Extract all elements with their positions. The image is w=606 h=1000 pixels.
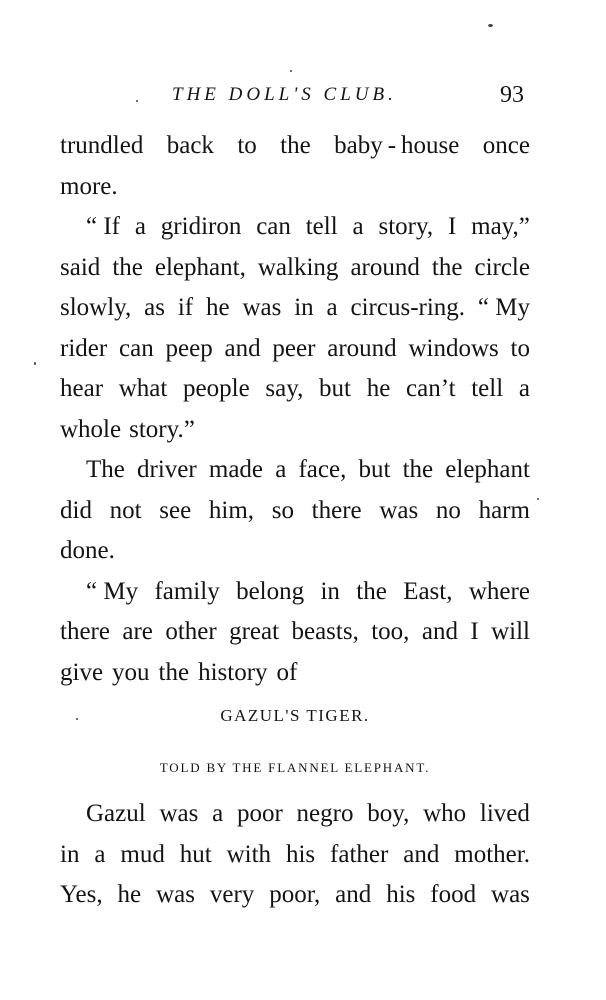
word: more. xyxy=(60,172,118,200)
text-line xyxy=(60,369,530,410)
running-title: THE DOLL'S CLUB. xyxy=(172,84,397,105)
word: the xyxy=(431,253,463,281)
text-line xyxy=(60,653,530,694)
word: other xyxy=(165,618,217,645)
paper-speck xyxy=(537,498,539,500)
word: was xyxy=(379,496,419,524)
word: to xyxy=(237,132,257,159)
story-title: GAZUL'S TIGER. xyxy=(220,706,370,725)
word: Yes, xyxy=(60,881,103,908)
word: see xyxy=(159,496,192,524)
text-line xyxy=(60,167,530,208)
word: lived xyxy=(479,800,530,827)
word: hut xyxy=(179,840,212,868)
word: tell xyxy=(471,375,504,402)
word: where xyxy=(468,577,530,605)
text-line xyxy=(60,491,530,532)
word: was xyxy=(156,881,195,908)
word: “ If xyxy=(86,213,120,240)
word: tell xyxy=(305,213,338,240)
word: give xyxy=(60,658,104,686)
word: him, xyxy=(208,496,255,524)
word: mud xyxy=(120,840,165,868)
text-line xyxy=(60,835,530,876)
word: a xyxy=(212,800,224,827)
word: whole xyxy=(60,415,122,443)
word: if xyxy=(177,294,194,321)
word: once xyxy=(482,132,530,159)
word: - xyxy=(387,132,397,159)
word: baby xyxy=(334,132,383,159)
word: circus-ring. xyxy=(350,294,466,321)
word: a xyxy=(326,294,338,321)
word: a xyxy=(94,840,106,868)
word: he xyxy=(206,294,230,321)
word: the xyxy=(158,658,190,686)
word: and xyxy=(335,881,372,908)
word: of xyxy=(276,658,298,686)
story-body-text xyxy=(60,794,530,916)
word: history xyxy=(198,658,268,686)
word: belong xyxy=(236,577,305,605)
word: his xyxy=(285,840,316,868)
word: very xyxy=(209,881,255,908)
word: I xyxy=(447,213,457,240)
word: family xyxy=(154,577,220,605)
word: poor, xyxy=(269,881,321,908)
word: poor xyxy=(236,800,283,827)
text-line xyxy=(60,329,530,370)
word: peer xyxy=(272,334,316,362)
word: and xyxy=(224,334,261,362)
word: beasts, xyxy=(291,618,359,645)
story-subtitle: TOLD BY THE FLANNEL ELEPHANT. xyxy=(159,760,431,775)
word: Gazul xyxy=(86,800,146,827)
word: trundled xyxy=(60,132,144,159)
word: can xyxy=(256,213,291,240)
word: hear xyxy=(60,375,104,402)
paper-speck xyxy=(136,100,138,102)
word: said xyxy=(60,253,101,281)
word: gridiron xyxy=(160,213,242,240)
page-header xyxy=(60,84,530,114)
word: what xyxy=(118,375,168,402)
word: around xyxy=(327,334,397,362)
word: face, xyxy=(298,456,347,483)
word: there xyxy=(311,496,362,524)
word: story.” xyxy=(129,415,195,443)
word: in xyxy=(294,294,314,321)
word: walking xyxy=(257,253,339,281)
word: East, xyxy=(403,577,453,605)
text-line xyxy=(60,794,530,835)
word: and xyxy=(421,618,458,645)
word: “ My xyxy=(86,577,139,605)
word: so xyxy=(271,496,294,524)
word: his xyxy=(386,881,416,908)
paper-speck xyxy=(76,718,78,720)
text-line xyxy=(60,207,530,248)
word: a xyxy=(134,213,146,240)
word: the xyxy=(356,577,387,605)
word: are xyxy=(122,618,153,645)
word: say, xyxy=(265,375,304,402)
word: can xyxy=(119,334,154,362)
text-line xyxy=(60,248,530,289)
word: food xyxy=(430,881,477,908)
word: can’t xyxy=(406,375,456,402)
text-line xyxy=(60,450,530,491)
word: the xyxy=(402,456,434,483)
text-line xyxy=(60,875,530,916)
text-line xyxy=(60,612,530,653)
word: people xyxy=(183,375,250,402)
text-line xyxy=(60,126,530,167)
word: windows xyxy=(408,334,499,362)
word: was xyxy=(242,294,282,321)
word: as xyxy=(144,294,165,321)
word: to xyxy=(510,334,530,362)
word: you xyxy=(112,658,150,686)
word: “ My xyxy=(477,294,530,321)
word: did xyxy=(60,496,92,524)
word: will xyxy=(491,618,530,645)
word: he xyxy=(117,881,142,908)
text-line xyxy=(60,531,530,572)
word: boy, xyxy=(367,800,410,827)
text-line xyxy=(60,572,530,613)
word: not xyxy=(109,496,142,524)
word: too, xyxy=(371,618,410,645)
text-line xyxy=(60,410,530,451)
word: back xyxy=(166,132,214,159)
word: who xyxy=(423,800,467,827)
word: he xyxy=(366,375,391,402)
word: peep xyxy=(165,334,213,362)
word: no xyxy=(435,496,461,524)
word: but xyxy=(358,456,391,483)
word: mother. xyxy=(454,840,530,868)
word: a xyxy=(518,375,530,402)
word: a xyxy=(352,213,364,240)
word: The xyxy=(86,456,125,483)
word: there xyxy=(60,618,110,645)
word: was xyxy=(159,800,199,827)
word: a xyxy=(275,456,287,483)
word: but xyxy=(319,375,351,402)
word: driver xyxy=(137,456,197,483)
word: great xyxy=(229,618,280,645)
paper-speck xyxy=(34,362,36,365)
word: house xyxy=(401,132,460,159)
text-line xyxy=(60,288,530,329)
word: elephant xyxy=(445,456,530,483)
word: father xyxy=(330,840,389,868)
word: and xyxy=(403,840,440,868)
word: negro xyxy=(296,800,354,827)
word: in xyxy=(320,577,340,605)
word: done. xyxy=(60,537,115,564)
paper-speck xyxy=(488,24,493,27)
word: in xyxy=(60,840,80,868)
word: circle xyxy=(474,253,530,281)
word: around xyxy=(350,253,420,281)
word: the xyxy=(280,132,311,159)
word: may,” xyxy=(471,213,530,240)
word: made xyxy=(208,456,264,483)
word: harm xyxy=(478,496,530,524)
page-number: 93 xyxy=(500,82,524,108)
word: slowly, xyxy=(60,294,132,321)
word: with xyxy=(226,840,272,868)
paper-speck xyxy=(290,70,292,72)
word: story, xyxy=(378,213,434,240)
word: I xyxy=(470,618,479,645)
word: elephant, xyxy=(154,253,246,281)
word: was xyxy=(491,881,530,908)
word: the xyxy=(112,253,143,281)
word: rider xyxy=(60,334,108,362)
body-text xyxy=(60,126,530,693)
